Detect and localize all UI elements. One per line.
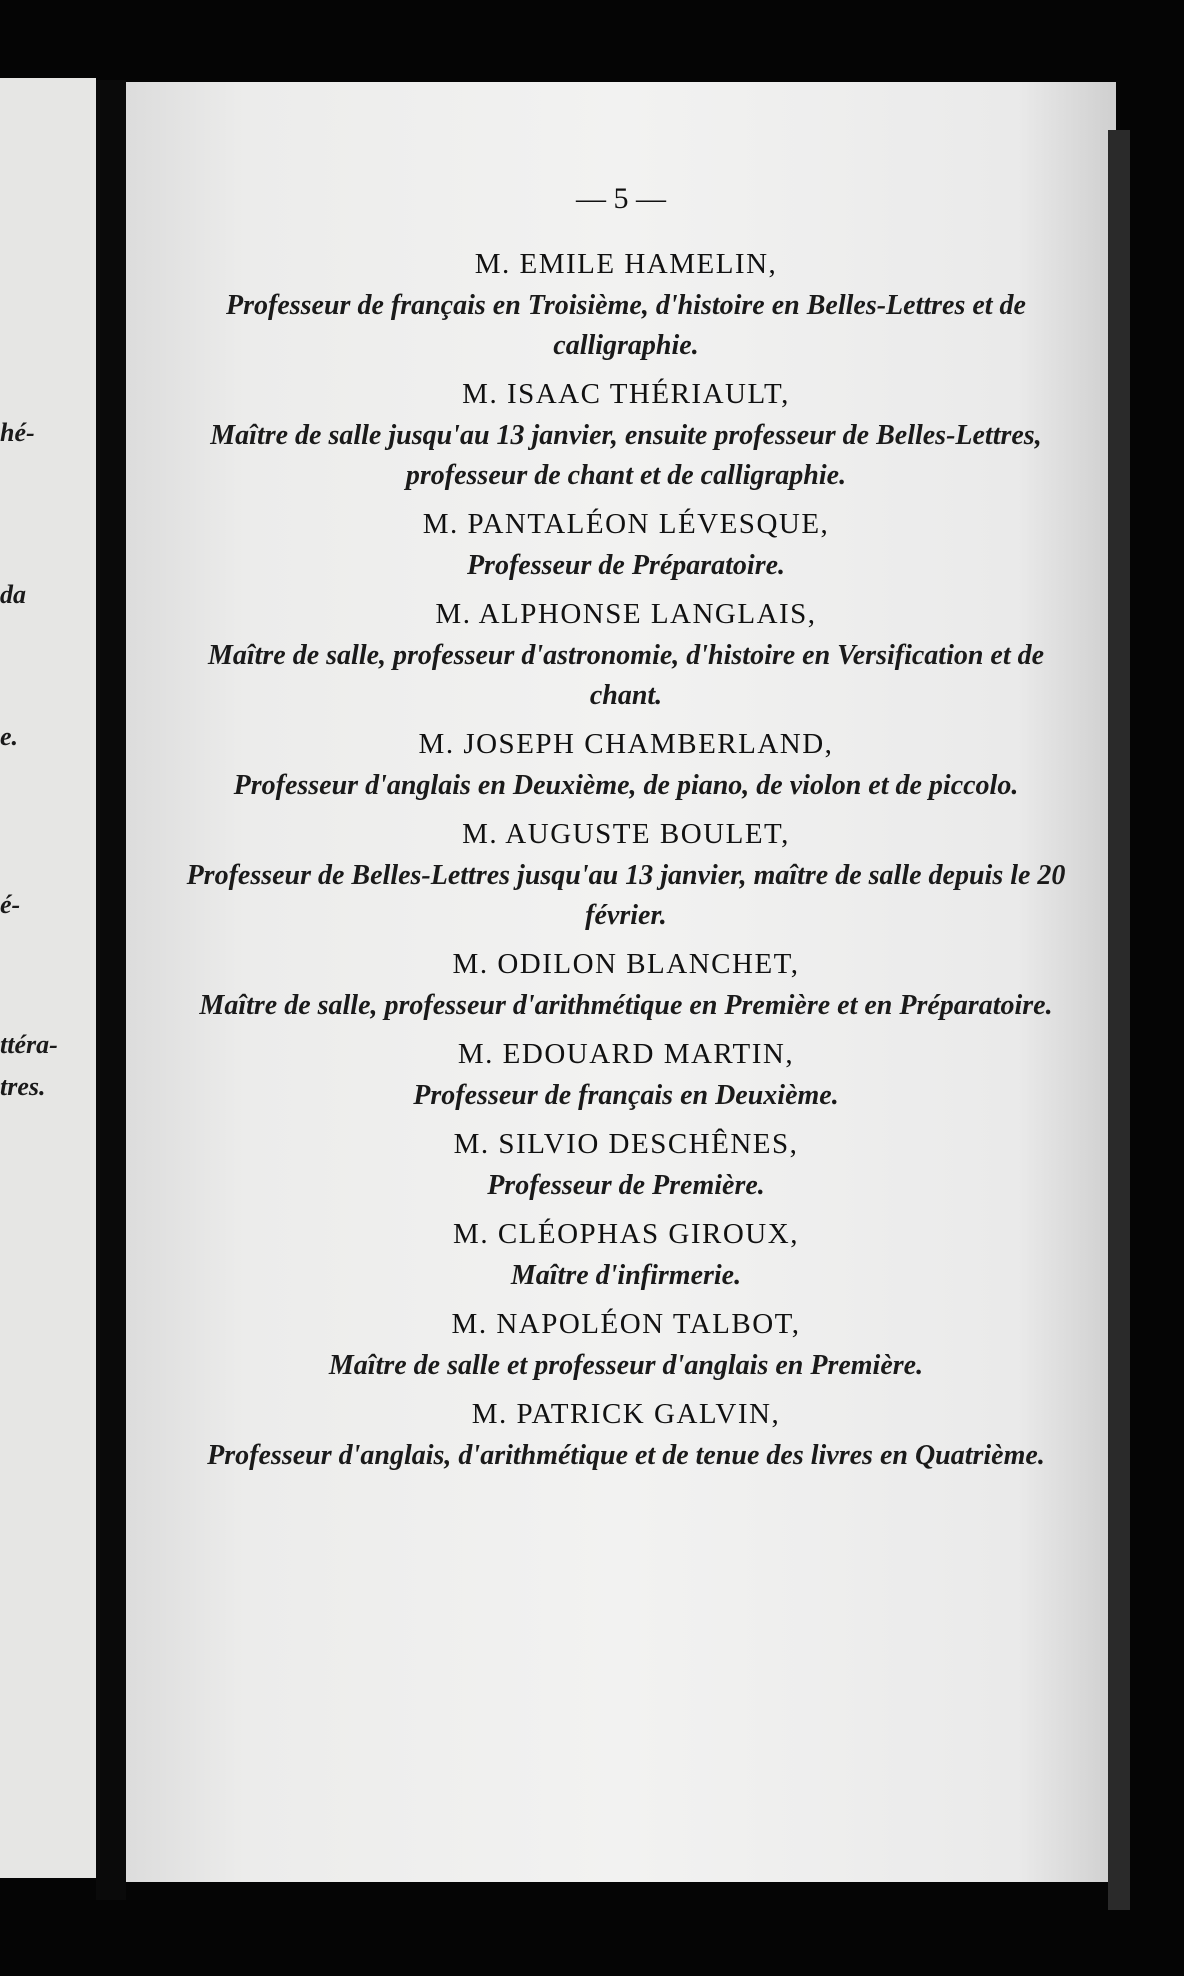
staff-role: Professeur de Première. <box>487 1170 765 1201</box>
staff-name: M. SILVIO DESCHÊNES, <box>453 1128 799 1160</box>
staff-entry <box>166 592 1086 716</box>
staff-role: Professeur d'anglais en Deuxième, de piano, de violon et de piccolo. <box>233 770 1019 801</box>
staff-name: M. ODILON BLANCHET, <box>452 948 800 980</box>
staff-name: M. ALPHONSE LANGLAIS, <box>435 598 817 630</box>
page-number: — 5 — <box>576 182 666 215</box>
facing-page-fragment: ttéra- <box>0 1030 58 1059</box>
page-edge-shadow <box>1108 130 1130 1910</box>
staff-name: M. CLÉOPHAS GIROUX, <box>453 1218 799 1250</box>
staff-entry <box>166 812 1086 936</box>
staff-role: Professeur de français en Deuxième. <box>413 1080 839 1111</box>
staff-entry <box>166 242 1086 366</box>
staff-entry <box>166 942 1086 1026</box>
facing-page <box>0 78 96 1878</box>
staff-entry <box>166 1212 1086 1296</box>
staff-name: M. AUGUSTE BOULET, <box>462 818 790 850</box>
staff-name: M. NAPOLÉON TALBOT, <box>451 1308 801 1340</box>
staff-role: Maître de salle, professeur d'astronomie, d'histoire en Versification et de chant. <box>207 640 1045 711</box>
staff-entry <box>166 372 1086 496</box>
facing-page-fragment: hé- <box>0 418 35 447</box>
staff-entry <box>166 1302 1086 1386</box>
staff-name: M. EDOUARD MARTIN, <box>457 1038 795 1070</box>
staff-entry <box>166 1122 1086 1206</box>
staff-role: Maître de salle et professeur d'anglais en Première. <box>328 1350 924 1381</box>
staff-role: Maître d'infirmerie. <box>510 1260 742 1291</box>
staff-name: M. PATRICK GALVIN, <box>471 1398 781 1430</box>
staff-role: Professeur d'anglais, d'arithmétique et de tenue des livres en Quatrième. <box>207 1440 1045 1471</box>
facing-page-fragment: e. <box>0 722 19 751</box>
staff-list <box>166 242 1086 1482</box>
staff-role: Professeur de Belles-Lettres jusqu'au 13 janvier, maître de salle depuis le 20 février. <box>186 860 1066 931</box>
staff-name: M. PANTALÉON LÉVESQUE, <box>422 508 830 540</box>
document-page <box>126 82 1116 1882</box>
facing-page-fragment: tres. <box>0 1072 46 1101</box>
staff-name: M. EMILE HAMELIN, <box>474 248 778 280</box>
facing-page-fragment: é- <box>0 890 21 919</box>
staff-name: M. ISAAC THÉRIAULT, <box>462 378 790 410</box>
staff-role: Maître de salle jusqu'au 13 janvier, ensuite professeur de Belles-Lettres, professeur de chant et de calligraphie. <box>210 420 1042 491</box>
staff-role: Maître de salle, professeur d'arithmétique en Première et en Préparatoire. <box>199 990 1053 1021</box>
book-gutter <box>96 80 126 1900</box>
staff-entry <box>166 722 1086 806</box>
facing-page-fragment: da <box>0 580 26 609</box>
staff-name: M. JOSEPH CHAMBERLAND, <box>418 728 834 760</box>
staff-entry <box>166 1032 1086 1116</box>
staff-role: Professeur de Préparatoire. <box>466 550 786 581</box>
staff-entry <box>166 502 1086 586</box>
staff-role: Professeur de français en Troisième, d'histoire en Belles-Lettres et de calligraphie. <box>226 290 1026 361</box>
staff-entry <box>166 1392 1086 1476</box>
